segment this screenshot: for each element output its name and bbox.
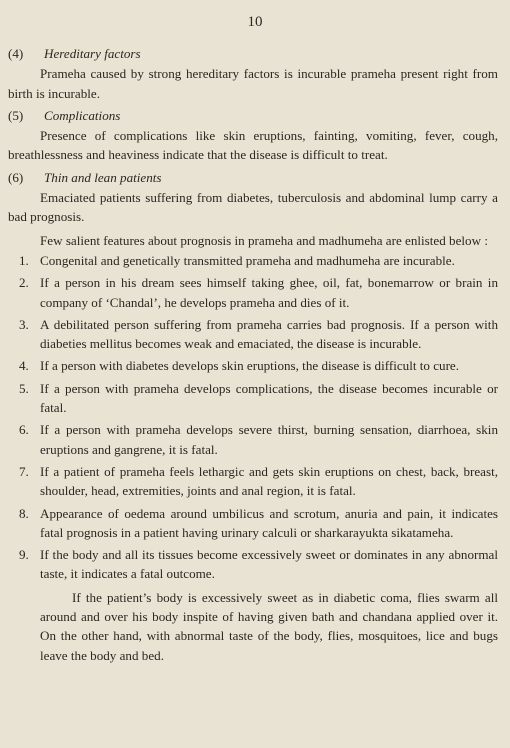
section-heading xyxy=(8,44,498,63)
item-text: If a person in his dream sees himself taking ghee, oil, fat, bonemarrow or brain in company of ‘Chandal’, he develops prameha and dies of it. xyxy=(40,275,498,310)
item-number: 3. xyxy=(19,316,29,332)
page-content xyxy=(8,44,498,665)
section-text: Presence of complications like skin eruptions, fainting, vomiting, fever, cough, breathlessness and heaviness indicate that the disease is difficult to treat. xyxy=(8,128,498,163)
list-item xyxy=(8,251,498,270)
list-item xyxy=(8,315,498,354)
list-intro: Few salient features about prognosis in prameha and madhumeha are enlisted below : xyxy=(40,232,488,248)
section-number: (4) xyxy=(8,46,24,61)
section-title: Thin and lean patients xyxy=(44,169,162,185)
item-text: If a patient of prameha feels lethargic and gets skin eruptions on chest, back, breast, shoulder, head, extremities, joints and anal region, it is fatal. xyxy=(40,463,498,499)
item-number: 1. xyxy=(19,252,29,268)
list-item xyxy=(8,420,498,459)
section-number: (5) xyxy=(8,107,24,123)
list-item xyxy=(8,356,498,375)
item-text: If a person with diabetes develops skin eruptions, the disease is difficult to cure. xyxy=(40,358,460,374)
section-title: Complications xyxy=(44,107,121,123)
item-text: If a person with prameha develops complications, the disease becomes incurable or fatal. xyxy=(40,380,498,416)
item-number: 6. xyxy=(19,422,29,438)
section-thin-lean-patients xyxy=(8,168,498,227)
list-item xyxy=(8,379,498,418)
closing-paragraph: If the patient’s body is excessively sweet as in diabetic coma, flies swarm all around and over his body inspite of having given bath and chandana applied over it. On the other hand, with abnormal taste of the body, flies, mosquitoes, lice and bugs leave the body and bed. xyxy=(40,589,498,663)
item-text: A debilitated person suffering from prameha carries bad prognosis. If a person with diabeties mellitus becomes weak and emaciated, the disease is incurable. xyxy=(40,316,498,352)
section-text: Prameha caused by strong hereditary factors is incurable prameha present right from birth is incurable. xyxy=(8,66,498,101)
item-text: Appearance of oedema around umbilicus and scrotum, anuria and pain, it indicates fatal prognosis in a patient having urinary calculi or sharkarayukta sikatameha. xyxy=(40,505,498,540)
list-item xyxy=(8,273,498,312)
item-number: 2. xyxy=(19,275,29,291)
section-heading xyxy=(8,168,498,187)
item-number: 5. xyxy=(19,380,29,396)
item-number: 4. xyxy=(19,358,29,374)
prognosis-list xyxy=(8,251,498,584)
item-text: Congenital and genetically transmitted prameha and madhumeha are incurable. xyxy=(40,252,455,268)
section-hereditary-factors xyxy=(8,44,498,103)
item-text: If the body and all its tissues become excessively sweet or dominates in any abnormal taste, it indicates a fatal outcome. xyxy=(40,547,498,582)
section-complications xyxy=(8,106,498,165)
page-number: 10 xyxy=(247,14,263,30)
item-number: 9. xyxy=(19,547,29,563)
list-item xyxy=(8,545,498,584)
section-number: (6) xyxy=(8,169,24,185)
section-title: Hereditary factors xyxy=(44,46,141,61)
item-number: 8. xyxy=(19,505,29,521)
list-item xyxy=(8,462,498,501)
item-number: 7. xyxy=(19,463,29,479)
list-item xyxy=(8,504,498,543)
section-text: Emaciated patients suffering from diabetes, tuberculosis and abdominal lump carry a bad prognosis. xyxy=(8,190,498,225)
item-text: If a person with prameha develops severe thirst, burning sensation, diarrhoea, skin eruptions and gangrene, it is fatal. xyxy=(40,422,498,457)
section-heading xyxy=(8,106,498,125)
